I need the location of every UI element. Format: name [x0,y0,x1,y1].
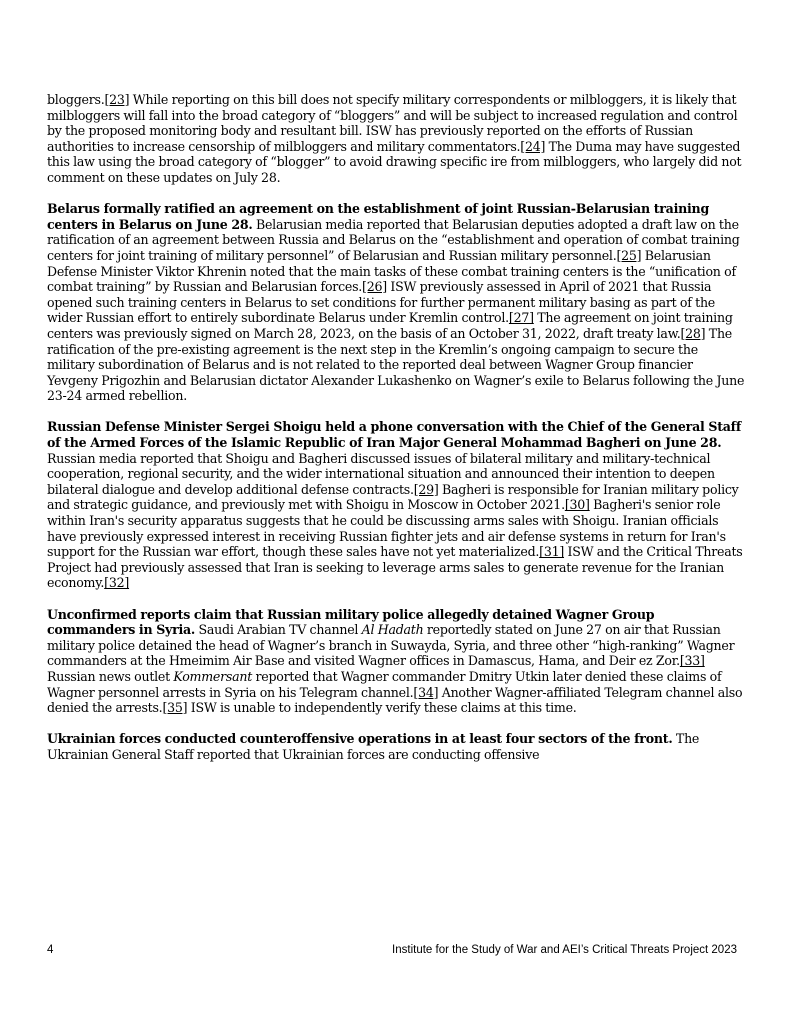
body-text: Belarusian Defense Minister Viktor Khrenin noted that the main tasks of these combat training centers is the “unification of combat training” by Russian and Belarusian forces. [47,247,736,295]
body-text: Bagheri's senior role within Iran's security apparatus suggests that he could be discussing arms sales with Shoigu. Iranian officials have previously expressed interest in receiving Russian fighter jets and air defense systems in return for Iran's support for the Russian war effort, though these sales have not yet materialized. [47,497,726,560]
footnote-link[interactable]: [24] [520,138,546,154]
body-text: The Duma may have suggested this law using the broad category of “blogger” to avoid drawing specific ire from milbloggers, who largely did not comment on these updates on July 28. [47,138,742,185]
body-text: ISW previously assessed in April of 2021 that Russia opened such training centers in Belarus to set conditions for further permanent military basing as part of the wider Russian effort to entirely subordinate Belarus under Kremlin control. [47,279,716,326]
body-text: bloggers. [47,92,105,107]
footnote-link[interactable]: [30] [564,497,590,513]
paragraph-lead-sentence: Belarus formally ratified an agreement on the establishment of joint Russian-Belarusian training centers in Belarus on June 28. [47,201,710,232]
paragraph-belarus-training-centers [47,201,745,404]
footnote-link[interactable]: [28] [680,325,706,341]
body-text: Bagheri is responsible for Iranian military policy and strategic guidance, and previously met with Shoigu in Moscow in October 2021. [47,481,739,513]
footnote-link[interactable]: [25] [616,247,642,263]
body-text: Another Wagner-affiliated Telegram channel also denied the arrests. [47,684,743,716]
body-text: Russian media reported that Shoigu and Bagheri discussed issues of bilateral military and military-technical cooperation, regional security, and the wider international situation and announced their intention to deepen bilateral dialogue and develop additional defense contracts. [47,450,715,497]
italic-source-name: Al Hadath [361,622,424,638]
paragraph-lead-sentence: Ukrainian forces conducted counteroffensive operations in at least four sectors of the front. [47,731,673,747]
body-text: reported that Wagner commander Dmitry Utkin later denied these claims of Wagner personnel arrests in Syria on his Telegram channel. [47,668,722,700]
footnote-link[interactable]: [31] [539,544,565,560]
body-text: ISW and the Critical Threats Project had previously assessed that Iran is seeking to leverage arms sales to generate revenue for the Iranian economy. [47,544,743,591]
body-text: ISW is unable to independently verify these claims at this time. [187,700,577,716]
paragraph-shoigu-bagheri-call [47,419,745,591]
footnote-link[interactable]: [35] [162,700,188,716]
body-text: While reporting on this bill does not specify military correspondents or milbloggers, it is likely that milbloggers will fall into the broad category of “bloggers” and will be subject to increased regulation and control by the proposed monitoring body and resultant bill. ISW has previously reported on the efforts of Russian authorities to increase censorship of milbloggers and military commentators. [47,92,738,154]
paragraph-milbloggers [47,92,745,186]
paragraph-lead-sentence: Unconfirmed reports claim that Russian military police allegedly detained Wagner Group commanders in Syria. [47,606,655,638]
body-text: Saudi Arabian TV channel [195,622,362,638]
body-text: The agreement on joint training centers was previously signed on March 28, 2023, on the basis of an October 31, 2022, draft treaty law. [47,310,733,341]
paragraph-ukrainian-counteroffensive [47,731,745,762]
page-number: 4 [47,944,54,956]
footnote-link[interactable]: [23] [104,92,130,107]
document-body [47,92,745,778]
footnote-link[interactable]: [33] [679,653,705,669]
footnote-link[interactable]: [27] [508,310,534,326]
body-text: Russian news outlet [47,668,174,684]
body-text: The Ukrainian General Staff reported that Ukrainian forces are conducting offensive [47,731,700,762]
body-text: reportedly stated on June 27 on air that Russian military police detained the head of Wagner’s branch in Suwayda, Syria, and three other “high-ranking” Wagner commanders at the Hmeimim Air Base and visited Wagner offices in Damascus, Hama, and Deir ez Zor. [47,622,735,669]
footnote-link[interactable]: [26] [362,279,387,295]
body-text: Belarusian media reported that Belarusian deputies adopted a draft law on the ratification of an agreement between Russia and Belarus on the “establishment and operation of combat training centers for joint training of military personnel” of Belarusian and Russian military personnel. [47,216,740,263]
body-text: The ratification of the pre-existing agreement is the next step in the Kremlin’s ongoing campaign to secure the military subordination of Belarus and is not related to the reported deal between Wagner Group financier Yevgeny Prigozhin and Belarusian dictator Alexander Lukashenko on Wagner’s exile to Belarus following the June 23-24 armed rebellion. [47,325,745,404]
footnote-link[interactable]: [34] [413,684,439,700]
footer-citation: Institute for the Study of War and AEI’s Critical Threats Project 2023 [392,944,737,956]
paragraph-lead-sentence: Russian Defense Minister Sergei Shoigu held a phone conversation with the Chief of the General Staff of the Armed Forces of the Islamic Republic of Iran Major General Mohammad Bagheri on June 28. [47,419,742,451]
paragraph-wagner-syria-detentions [47,607,745,716]
footnote-link[interactable]: [32] [104,575,130,591]
footnote-link[interactable]: [29] [413,481,439,497]
italic-source-name: Kommersant [173,668,253,684]
